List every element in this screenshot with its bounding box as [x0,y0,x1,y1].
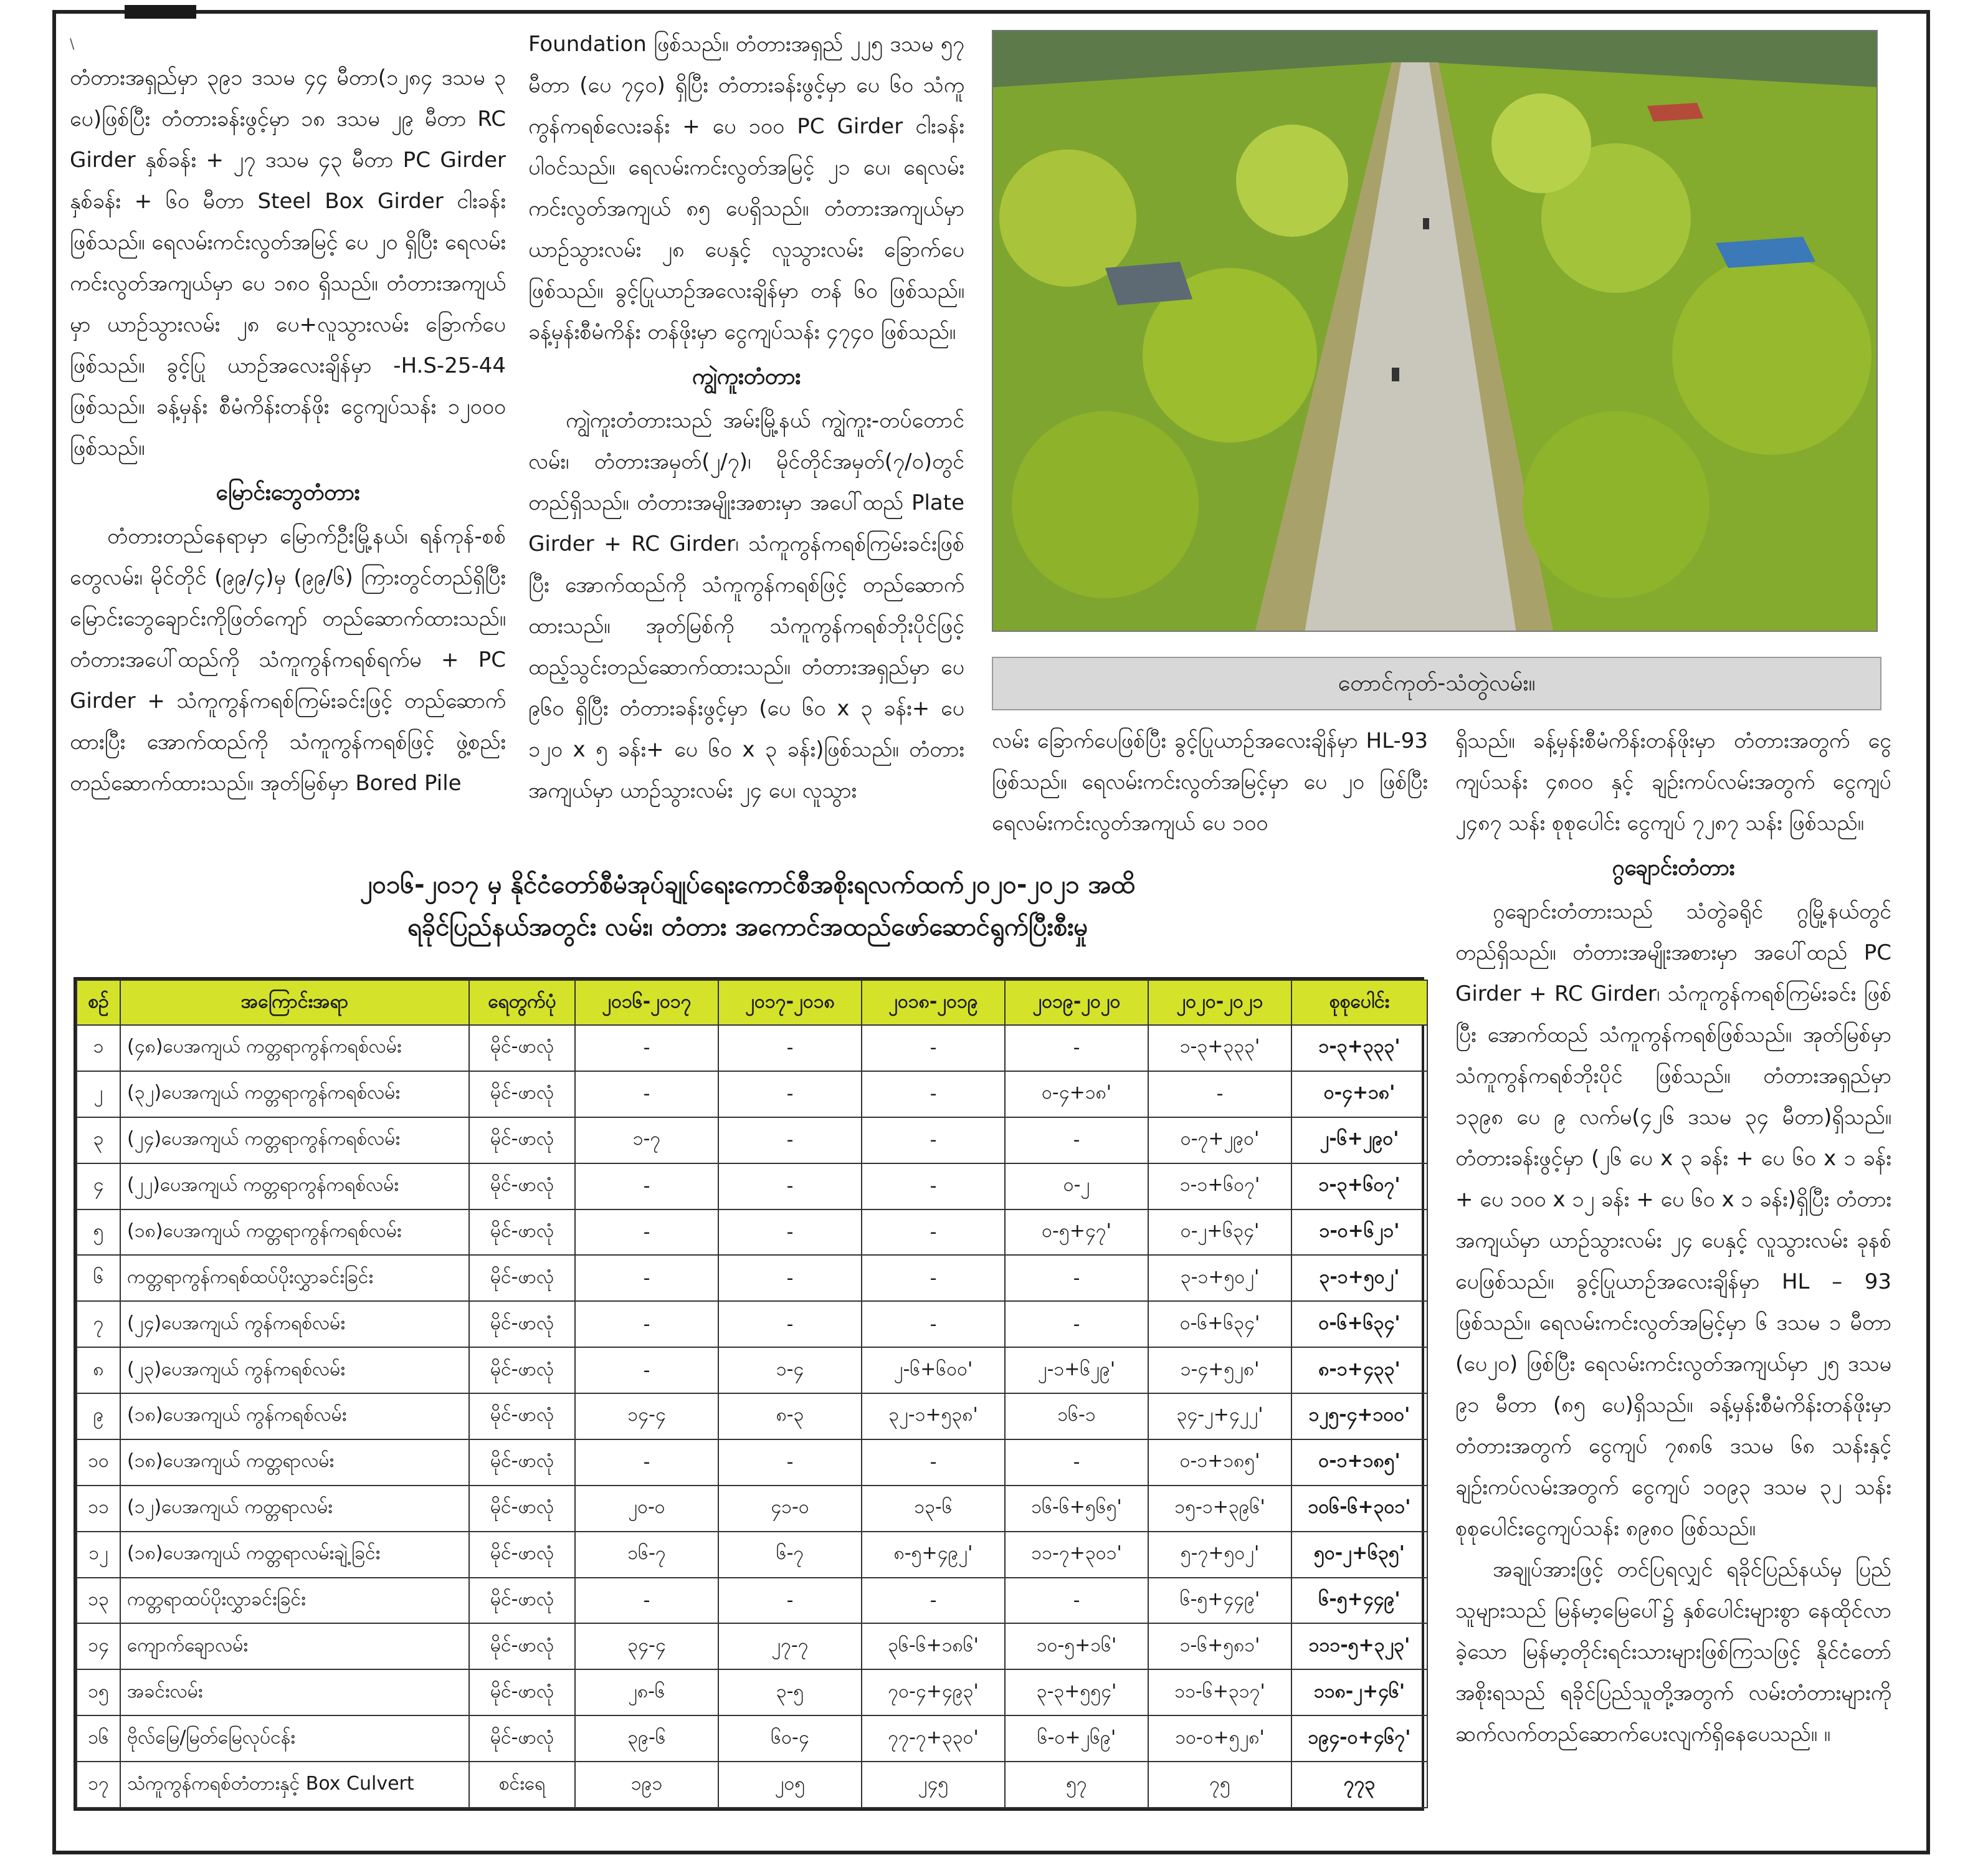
road-photo [992,30,1878,632]
table-cell: ၀-၁+၁၈၅' [1148,1439,1291,1486]
table-header-cell: စုစုပေါင်း [1291,980,1427,1025]
table-cell: - [718,1578,862,1624]
table-cell: ၀-၄+၁၈' [1005,1071,1148,1117]
table-cell: မိုင်-ဖာလုံ [469,1439,575,1486]
article-column-4 [1455,720,1891,1755]
table-cell: - [862,1209,1005,1256]
table-cell: ၈-၅+၄၉၂' [862,1532,1005,1578]
heading-myaungbwe-bridge: မြောင်းဘွေတံတား [216,480,360,505]
table-cell: ၆-၀+၂၆၉' [1005,1715,1148,1762]
table-cell: - [1005,1578,1148,1624]
heading-kyweku-bridge: ကျွဲကူးတံတား [692,365,801,389]
table-cell: မိုင်-ဖာလုံ [469,1209,575,1256]
progress-table [74,977,1424,1811]
table-row [77,1439,1427,1486]
table-cell: မိုင်-ဖာလုံ [469,1301,575,1347]
table-cell: ၁၀-၀+၅၂၈' [1148,1715,1291,1762]
table-cell: သံကူကွန်ကရစ်တံတားနှင့် Box Culvert [120,1762,469,1808]
aerial-road-image [993,31,1878,632]
table-cell: ၂၀-၀ [575,1486,718,1532]
table-cell: ၇ [77,1301,120,1347]
table-cell: ၁-၃+၃၃၃' [1148,1025,1291,1071]
col3-paragraph: လမ်း ခြောက်ပေဖြစ်ပြီး ခွင့်ပြုယာဉ်အလေးချိန်မှာ HL-93 ဖြစ်သည်။ ရေလမ်းကင်းလွတ်အမြင့်မှာ ပေ ၂၀ ဖြစ်ပြီး ရေလမ်းကင်းလွတ်အကျယ် ပေ ၁၀၀ [992,728,1428,836]
table-cell: - [575,1071,718,1117]
table-row [77,1163,1427,1209]
table-cell: မိုင်-ဖာလုံ [469,1532,575,1578]
table-cell: ၀-၇+၂၉၀' [1148,1117,1291,1163]
table-cell: ၁-၇ [575,1117,718,1163]
table-cell: ၆-၇ [718,1532,862,1578]
table-cell: ၈-၃ [718,1393,862,1439]
table-row [77,1347,1427,1393]
table-cell: - [1005,1301,1148,1347]
table-cell: ၉ [77,1393,120,1439]
col2-paragraph-2: ကျွဲကူးတံတားသည် အမ်းမြို့နယ် ကျွဲကူး-တပ်တောင်လမ်း၊ တံတားအမှတ်(၂/၇)၊ မိုင်တိုင်အမှတ်(၇/၀)တွင် တည်ရှိသည်။ တံတားအမျိုးအစားမှာ အပေါ်ထည် Plate Girder + RC Girder၊ သံကူကွန်ကရစ်ကြမ်းခင်းဖြစ်ပြီး အောက်ထည်ကို သံကူကွန်ကရစ်ဖြင့် တည်ဆောက်ထားသည်။ အုတ်မြစ်ကို သံကူကွန်ကရစ်ဘိုးပိုင်ဖြင့် ထည့်သွင်းတည်ဆောက်ထားသည်။ တံတားအရှည်မှာ ပေ ၉၆၀ ရှိပြီး တံတားခန်းဖွင့်မှာ (ပေ ၆၀ x ၃ ခန်း+ ပေ ၁၂၀ x ၅ ခန်း+ ပေ ၆၀ x ၃ ခန်း)ဖြစ်သည်။ တံတားအကျယ်မှာ ယာဉ်သွားလမ်း ၂၄ ပေ၊ လူသွား [528,408,964,803]
table-row [77,1578,1427,1624]
table-cell: - [575,1255,718,1301]
table-cell: ၁၇ [77,1762,120,1808]
table-cell: ၃-၁+၅၀၂' [1148,1255,1291,1301]
table-cell: ၁၁-၇+၃၀၁' [1005,1532,1148,1578]
table-cell: - [1005,1255,1148,1301]
table-cell: ၀-၆+၆၃၄' [1148,1301,1291,1347]
table-cell: ၈-၁+၄၃၃' [1291,1347,1427,1393]
article-column-1 [70,32,506,804]
table-cell: ၁၅ [77,1669,120,1715]
table-cell: ၁၀၆-၆+၃၀၁' [1291,1486,1427,1532]
table-cell: ၁၄ [77,1623,120,1669]
table-cell: ၁၁၁-၅+၃၂၃' [1291,1623,1427,1669]
table-cell: ၁၉၄-၀+၄၆၇' [1291,1715,1427,1762]
table-cell: (၁၈)ပေအကျယ် ကွန်ကရစ်လမ်း [120,1393,469,1439]
table-cell: - [575,1025,718,1071]
table-row [77,1393,1427,1439]
table-cell: (၁၈)ပေအကျယ် ကတ္တရာလမ်းချဲ့ခြင်း [120,1532,469,1578]
top-mark: \ [70,37,75,52]
table-cell: မိုင်-ဖာလုံ [469,1347,575,1393]
table-cell: - [718,1439,862,1486]
col1-paragraph: တံတားအရှည်မှာ ၃၉၁ ဒသမ ၄၄ မီတာ(၁၂၈၄ ဒသမ ၃ ပေ)ဖြစ်ပြီး တံတားခန်းဖွင့်မှာ ၁၈ ဒသမ ၂၉ မီတာ RC Girder နှစ်ခန်း + ၂၇ ဒသမ ၄၃ မီတာ PC Girder နှစ်ခန်း + ၆၀ မီတာ Steel Box Girder ငါးခန်း ဖြစ်သည်။ ရေလမ်းကင်းလွတ်အမြင့် ပေ ၂၀ ရှိပြီး ရေလမ်းကင်းလွတ်အကျယ်မှာ ပေ ၁၈၀ ရှိသည်။ တံတားအကျယ်မှာ ယာဉ်သွားလမ်း ၂၈ ပေ+လူသွားလမ်း ခြောက်ပေဖြစ်သည်။ ခွင့်ပြု ယာဉ်အလေးချိန်မှာ -H.S-25-44 ဖြစ်သည်။ ခန့်မှန်း စီမံကိန်းတန်ဖိုး ငွေကျပ်သန်း ၁၂၀၀၀ ဖြစ်သည်။ [70,65,506,460]
table-row [77,1623,1427,1669]
table-cell: - [718,1163,862,1209]
table-cell: - [1005,1439,1148,1486]
table-cell: (၁၈)ပေအကျယ် ကတ္တရာလမ်း [120,1439,469,1486]
table-cell: - [575,1301,718,1347]
table-header-row [77,980,1427,1025]
table-cell: - [718,1071,862,1117]
table-cell: - [1005,1025,1148,1071]
table-cell: ၅-၇+၅၀၂' [1148,1532,1291,1578]
table-row [77,1117,1427,1163]
table-cell: ၄ [77,1163,120,1209]
table-cell: ၁-၀+၆၂၁' [1291,1209,1427,1256]
table-header-cell: ၂၀၁၆-၂၀၁၇ [575,980,718,1025]
table-cell: ၃၆-၆+၁၈၆' [862,1623,1005,1669]
table-cell: ၃၉-၆ [575,1715,718,1762]
table-cell: - [575,1163,718,1209]
table-cell: ၇၇-၇+၃၃၀' [862,1715,1005,1762]
table-cell: မိုင်-ဖာလုံ [469,1623,575,1669]
table-cell: ၆-၅+၄၄၉' [1148,1578,1291,1624]
table-cell: ၀-၂ [1005,1163,1148,1209]
table-header-cell: ရေတွက်ပုံ [469,980,575,1025]
table-cell: - [862,1071,1005,1117]
corner-tab [125,5,196,19]
table-cell: ၀-၆+၆၃၄' [1291,1301,1427,1347]
table-cell: ၁၆ [77,1715,120,1762]
col2-paragraph: Foundation ဖြစ်သည်။ တံတားအရှည် ၂၂၅ ဒသမ ၅၇ မီတာ (ပေ ၇၄၀) ရှိပြီး တံတားခန်းဖွင့်မှာ ပေ ၆၀ သံကူကွန်ကရစ်လေးခန်း + ပေ ၁၀၀ PC Girder ငါးခန်းပါဝင်သည်။ ရေလမ်းကင်းလွတ်အမြင့် ၂၁ ပေ၊ ရေလမ်းကင်းလွတ်အကျယ် ၈၅ ပေရှိသည်။ တံတားအကျယ်မှာ ယာဉ်သွားလမ်း ၂၈ ပေနှင့် လူသွားလမ်း ခြောက်ပေဖြစ်သည်။ ခွင့်ပြုယာဉ်အလေးချိန်မှာ တန် ၆၀ ဖြစ်သည်။ ခန့်မှန်းစီမံကိန်း တန်ဖိုးမှာ ငွေကျပ်သန်း ၄၇၄၀ ဖြစ်သည်။ [528,32,964,345]
table-cell: - [575,1209,718,1256]
table-cell: ၂၀၅ [718,1762,862,1808]
col1-paragraph-2: တံတားတည်နေရာမှာ မြောက်ဦးမြို့နယ်၊ ရန်ကုန်-စစ်တွေလမ်း၊ မိုင်တိုင် (၉၉/၄)မှ (၉၉/၆) ကြားတွင်တည်ရှိပြီး မြောင်းဘွေချောင်းကိုဖြတ်ကျော် တည်ဆောက်ထားသည်။ တံတားအပေါ်ထည်ကို သံကူကွန်ကရစ်ရက်မ + PC Girder + သံကူကွန်ကရစ်ကြမ်းခင်းဖြင့် တည်ဆောက်ထားပြီး အောက်ထည်ကို သံကူကွန်ကရစ်ဖြင့် ဖွဲ့စည်းတည်ဆောက်ထားသည်။ အုတ်မြစ်မှာ Bored Pile [70,524,506,796]
table-cell: မိုင်-ဖာလုံ [469,1393,575,1439]
table-cell: - [862,1578,1005,1624]
table-cell: မိုင်-ဖာလုံ [469,1025,575,1071]
table-cell: ၁-၃+၃၃၃' [1291,1025,1427,1071]
table-row [77,1532,1427,1578]
table-cell: စင်းရေ [469,1762,575,1808]
table-cell: - [862,1301,1005,1347]
table-cell: ၈ [77,1347,120,1393]
table-cell: ၃၄-၄ [575,1623,718,1669]
table-cell: ၂၄၅ [862,1762,1005,1808]
table-cell: (၂၄)ပေအကျယ် ကတ္တရာကွန်ကရစ်လမ်း [120,1117,469,1163]
table-cell: ၅ [77,1209,120,1256]
table-cell: ၁၆-၇ [575,1532,718,1578]
table-cell: မိုင်-ဖာလုံ [469,1715,575,1762]
table-cell: ၁၁ [77,1486,120,1532]
table-cell: ကျောက်ချောလမ်း [120,1623,469,1669]
article-column-3 [992,720,1428,844]
table-row [77,1486,1427,1532]
table-cell: ၂၇-၇ [718,1623,862,1669]
table-cell: ၁-၄ [718,1347,862,1393]
table-cell: - [862,1439,1005,1486]
table-cell: (၁၈)ပေအကျယ် ကတ္တရာကွန်ကရစ်လမ်း [120,1209,469,1256]
heading-gwa-creek-bridge: ဂွချောင်းတံတား [1612,856,1735,880]
table-cell: ၁၉၁ [575,1762,718,1808]
photo-caption: တောင်ကုတ်-သံတွဲလမ်း။ [992,657,1881,710]
table-cell: - [862,1163,1005,1209]
table-cell: ၀-၄+၁၈' [1291,1071,1427,1117]
table-cell: (၁၂)ပေအကျယ် ကတ္တရာလမ်း [120,1486,469,1532]
table-cell: ၂ [77,1071,120,1117]
table-cell: (၂၃)ပေအကျယ် ကွန်ကရစ်လမ်း [120,1347,469,1393]
table-row [77,1071,1427,1117]
table-cell: - [718,1025,862,1071]
table-cell: ၁၆-၁ [1005,1393,1148,1439]
table-header-cell: အကြောင်းအရာ [120,980,469,1025]
table-cell: ၁၀-၅+၁၆' [1005,1623,1148,1669]
table-title-line-2: ရခိုင်ပြည်နယ်အတွင်း လမ်း၊ တံတား အကောင်အထည်ဖော်ဆောင်ရွက်ပြီးစီးမှု [407,913,1088,942]
table-cell: - [718,1301,862,1347]
table-cell: မိုင်-ဖာလုံ [469,1486,575,1532]
table-cell: - [575,1347,718,1393]
table-cell: ၁-၄+၅၂၈' [1148,1347,1291,1393]
table-cell: ကတ္တရာကွန်ကရစ်ထပ်ပိုးလွှာခင်းခြင်း [120,1255,469,1301]
table-header-cell: ၂၀၁၉-၂၀၂၀ [1005,980,1148,1025]
table-row [77,1715,1427,1762]
table-cell: - [1005,1117,1148,1163]
table-cell: မိုင်-ဖာလုံ [469,1255,575,1301]
table-cell: မိုင်-ဖာလုံ [469,1163,575,1209]
table-header-cell: ၂၀၂၀-၂၀၂၁ [1148,980,1291,1025]
table-header-cell: ၂၀၁၇-၂၀၁၈ [718,980,862,1025]
table-row [77,1255,1427,1301]
table-row [77,1025,1427,1071]
table-cell: ၀-၅+၄၇' [1005,1209,1148,1256]
table-cell: ၇၀-၄+၄၉၃' [862,1669,1005,1715]
table-cell: (၂၂)ပေအကျယ် ကတ္တရာကွန်ကရစ်လမ်း [120,1163,469,1209]
table-cell: ၃၄-၂+၄၂၂' [1148,1393,1291,1439]
table-cell: ၁၂၅-၄+၁၀၀' [1291,1393,1427,1439]
table-cell: ၃-၅ [718,1669,862,1715]
table-cell: ၁၄-၄ [575,1393,718,1439]
table-header-cell: စဉ် [77,980,120,1025]
table-cell: ၄၁-၀ [718,1486,862,1532]
table-cell: မိုင်-ဖာလုံ [469,1071,575,1117]
table-cell: (၄၈)ပေအကျယ် ကတ္တရာကွန်ကရစ်လမ်း [120,1025,469,1071]
table-cell: ၁၃ [77,1578,120,1624]
table-cell: ၁၁-၆+၃၁၇' [1148,1669,1291,1715]
table-cell: မိုင်-ဖာလုံ [469,1578,575,1624]
table-cell: ၂၈-၆ [575,1669,718,1715]
table-cell: ၇၅ [1148,1762,1291,1808]
table-cell: ၁၂ [77,1532,120,1578]
table-cell: ၁ [77,1025,120,1071]
table-cell: မိုင်-ဖာလုံ [469,1117,575,1163]
table-cell: - [718,1117,862,1163]
table-cell: ကတ္တရာထပ်ပိုးလွှာခင်းခြင်း [120,1578,469,1624]
table-cell: ၁-၃+၆၀၇' [1291,1163,1427,1209]
table-cell: ၃-၁+၅၀၂' [1291,1255,1427,1301]
table-cell: ၃-၃+၅၅၄' [1005,1669,1148,1715]
table-cell: ၆-၅+၄၄၉' [1291,1578,1427,1624]
table-cell: ၁၆-၆+၅၆၅' [1005,1486,1148,1532]
table-cell: (၃၂)ပေအကျယ် ကတ္တရာကွန်ကရစ်လမ်း [120,1071,469,1117]
table-cell: မိုင်-ဖာလုံ [469,1669,575,1715]
table-cell: - [862,1255,1005,1301]
table-row [77,1762,1427,1808]
table-row [77,1301,1427,1347]
col4-paragraph: ရှိသည်။ ခန့်မှန်းစီမံကိန်းတန်ဖိုးမှာ တံတားအတွက် ငွေကျပ်သန်း ၄၈၀၀ နှင့် ချဉ်းကပ်လမ်းအတွက် ငွေကျပ် ၂၄၈၇ သန်း စုစုပေါင်း ငွေကျပ် ၇၂၈၇ သန်း ဖြစ်သည်။ [1455,728,1891,836]
article-column-2 [528,24,964,811]
table-cell: - [862,1025,1005,1071]
col4-paragraph-3: အချုပ်အားဖြင့် တင်ပြရလျှင် ရခိုင်ပြည်နယ်မှ ပြည်သူများသည် မြန်မာ့မြေပေါ်၌ နှစ်ပေါင်းများစွာ နေထိုင်လာခဲ့သော မြန်မာ့တိုင်းရင်းသားများဖြစ်ကြသဖြင့် နိုင်ငံတော်အစိုးရသည် ရခိုင်ပြည်သူတို့အတွက် လမ်းတံတားများကို ဆက်လက်တည်ဆောက်ပေးလျက်ရှိနေပေသည်။ ။ [1455,1557,1891,1747]
table-cell: - [718,1255,862,1301]
table-cell: ၆ [77,1255,120,1301]
table-cell: ၂-၆+၆၀၀' [862,1347,1005,1393]
table-cell: (၂၄)ပေအကျယ် ကွန်ကရစ်လမ်း [120,1301,469,1347]
table-title-line-1: ၂၀၁၆-၂၀၁၇ မှ နိုင်ငံတော်စီမံအုပ်ချုပ်ရေးကောင်စီအစိုးရလက်ထက်၂၀၂၀-၂၀၂၁ အထိ [359,870,1136,899]
table-row [77,1669,1427,1715]
table-cell: ၁-၆+၅၈၁' [1148,1623,1291,1669]
table-cell: အခင်းလမ်း [120,1669,469,1715]
table-cell: ၁၅-၁+၃၉၆' [1148,1486,1291,1532]
table-header-cell: ၂၀၁၈-၂၀၁၉ [862,980,1005,1025]
table-cell: ၃၂-၁+၅၃၈' [862,1393,1005,1439]
table-cell: - [575,1578,718,1624]
col4-paragraph-2: ဂွချောင်းတံတားသည် သံတွဲခရိုင် ဂွမြို့နယ်တွင် တည်ရှိသည်။ တံတားအမျိုးအစားမှာ အပေါ်ထည် PC Girder + RC Girder၊ သံကူကွန်ကရစ်ကြမ်းခင်း ဖြစ်ပြီး အောက်ထည် သံကူကွန်ကရစ်ဖြစ်သည်။ အုတ်မြစ်မှာ သံကူကွန်ကရစ်ဘိုးပိုင် ဖြစ်သည်။ တံတားအရှည်မှာ ၁၃၉၈ ပေ ၉ လက်မ(၄၂၆ ဒသမ ၃၄ မီတာ)ရှိသည်။ တံတားခန်းဖွင့်မှာ (၂၆ ပေ x ၃ ခန်း + ပေ ၆၀ x ၁ ခန်း + ပေ ၁၀၀ x ၁၂ ခန်း + ပေ ၆၀ x ၁ ခန်း)ရှိပြီး တံတားအကျယ်မှာ ယာဉ်သွားလမ်း ၂၄ ပေနှင့် လူသွားလမ်း ခုနစ်ပေဖြစ်သည်။ ခွင့်ပြုယာဉ်အလေးချိန်မှာ HL – 93 ဖြစ်သည်။ ရေလမ်းကင်းလွတ်အမြင့်မှာ ၆ ဒသမ ၁ မီတာ (ပေ၂၀) ဖြစ်ပြီး ရေလမ်းကင်းလွတ်အကျယ်မှာ ၂၅ ဒသမ ၉၁ မီတာ (၈၅ ပေ)ရှိသည်။ ခန့်မှန်းစီမံကိန်းတန်ဖိုးမှာ တံတားအတွက် ငွေကျပ် ၇၈၈၆ ဒသမ ၆၈ သန်းနှင့် ချဉ်းကပ်လမ်းအတွက် ငွေကျပ် ၁၀၉၃ ဒသမ ၃၂ သန်း စုစုပေါင်းငွေကျပ်သန်း ၈၉၈၀ ဖြစ်သည်။ [1455,899,1891,1541]
table-cell: ၆၀-၄ [718,1715,862,1762]
table-cell: - [862,1117,1005,1163]
table-cell: - [718,1209,862,1256]
table-cell: ၇၇၃ [1291,1762,1427,1808]
table-cell: ၀-၁+၁၈၅' [1291,1439,1427,1486]
table-cell: ၁၀ [77,1439,120,1486]
table-cell: ၅၀-၂+၆၃၅' [1291,1532,1427,1578]
table-cell: ၁၁၈-၂+၄၆' [1291,1669,1427,1715]
table-cell: ဗိုလ်မြေ/မြတ်မြေလုပ်ငန်း [120,1715,469,1762]
table-cell: ၂-၁+၆၂၉' [1005,1347,1148,1393]
table-cell: ၀-၂+၆၃၄' [1148,1209,1291,1256]
table-cell: ၁၃-၆ [862,1486,1005,1532]
table-cell: ၃ [77,1117,120,1163]
table-cell: ၅၇ [1005,1762,1148,1808]
table-cell: ၁-၁+၆၀၇' [1148,1163,1291,1209]
table-cell: ၂-၆+၂၉၀' [1291,1117,1427,1163]
table-cell: - [1148,1071,1291,1117]
table-cell: - [575,1439,718,1486]
table-row [77,1209,1427,1256]
